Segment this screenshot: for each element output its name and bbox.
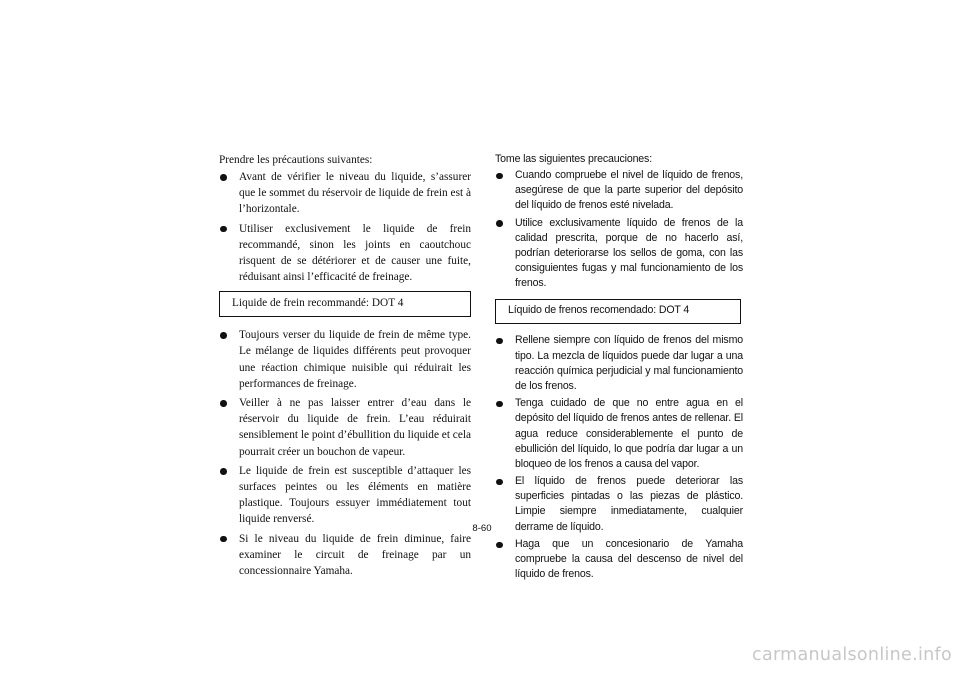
- bullet-dot-icon: [496, 542, 503, 549]
- bullet-dot-icon: [496, 479, 503, 486]
- bullet-dot-icon: [220, 332, 227, 339]
- spanish-bullet: [495, 396, 743, 471]
- bullet-dot-icon: [496, 338, 503, 345]
- french-bullet: [219, 395, 471, 459]
- french-intro: Prendre les précautions suivantes:: [219, 154, 373, 166]
- spanish-bullet: [495, 474, 743, 534]
- french-bullet-text: Toujours verser du liquide de frein de même type. Le mélange de liquides différents peut provoquer une réaction chimique nuisible qui réduirait les performances de freinage.: [239, 329, 471, 390]
- bullet-dot-icon: [496, 173, 503, 180]
- spanish-bullet-text: Rellene siempre con líquido de frenos del mismo tipo. La mezcla de líquidos puede dar lugar a una reacción química perjudicial y mal funcionamiento de los frenos.: [515, 334, 743, 392]
- spanish-bullet-text: Haga que un concesionario de Yamaha compruebe la causa del descenso de nivel del líquido de frenos.: [515, 538, 743, 581]
- french-recommended-fluid-box: [219, 291, 471, 317]
- bullet-dot-icon: [220, 174, 227, 181]
- spanish-bullet-text: Cuando compruebe el nivel de líquido de frenos, asegúrese de que la parte superior del depósito del líquido de frenos esté nivelada.: [515, 169, 743, 212]
- french-bullet: [219, 169, 471, 217]
- spanish-bullet: [495, 333, 743, 393]
- spanish-recommended-fluid-box: [495, 299, 741, 324]
- spanish-note-text: Líquido de frenos recomendado: DOT 4: [508, 304, 690, 317]
- french-note-text: Liquide de frein recommandé: DOT 4: [232, 297, 404, 310]
- spanish-bullet-text: Utilice exclusivamente líquido de frenos de la calidad prescrita, porque de no hacerlo así, podrían deteriorarse los sellos de goma, con las consiguientes fugas y mal funcionamiento de los frenos.: [515, 216, 743, 290]
- spanish-bullet: [495, 216, 743, 291]
- french-bullet: [219, 327, 471, 391]
- spanish-column: [495, 152, 743, 585]
- french-bullet: [219, 463, 471, 527]
- bullet-dot-icon: [496, 401, 503, 408]
- french-bullet: [219, 221, 471, 285]
- spanish-intro: Tome las siguientes precauciones:: [495, 153, 652, 165]
- french-bullet-text: Veiller à ne pas laisser entrer d’eau dans le réservoir du liquide de frein. L’eau réduirait sensiblement le point d’ébullition du liquide et cela pourrait créer un bouchon de vapeur.: [239, 397, 471, 458]
- spanish-bullet-text: El líquido de frenos puede deteriorar las superficies pintadas o las piezas de plástico. Limpie siempre inmediatamente, cualquier derrame de líquido.: [515, 475, 743, 533]
- spanish-bullet-text: Tenga cuidado de que no entre agua en el depósito del líquido de frenos antes de rellenar. El agua reduce considerablemente el punto de ebullición del líquido, lo que podría dar lugar a un bloqueo de los frenos a causa del vapor.: [515, 397, 743, 470]
- page-number: 8-60: [472, 523, 492, 534]
- bullet-dot-icon: [220, 468, 227, 475]
- french-bullet-text: Le liquide de frein est susceptible d’attaquer les surfaces peintes ou les éléments en matière plastique. Toujours essuyer immédiatement tout liquide renversé.: [239, 465, 471, 526]
- french-column: [219, 152, 471, 583]
- bullet-dot-icon: [220, 226, 227, 233]
- watermark: carmanualsonline.info: [752, 645, 952, 665]
- spanish-bullet: [495, 537, 743, 582]
- french-bullet-text: Utiliser exclusivement le liquide de frein recommandé, sinon les joints en caoutchouc risquent de se détériorer et de causer une fuite, réduisant ainsi l’efficacité de freinage.: [239, 222, 471, 284]
- bullet-dot-icon: [220, 536, 227, 543]
- bullet-dot-icon: [496, 220, 503, 227]
- spanish-bullet: [495, 168, 743, 213]
- french-bullet-text: Avant de vérifier le niveau du liquide, s’assurer que le sommet du réservoir de liquide de frein est à l’horizontale.: [239, 171, 471, 216]
- bullet-dot-icon: [220, 400, 227, 407]
- french-bullet-text: Si le niveau du liquide de frein diminue, faire examiner le circuit de freinage par un concessionnaire Yamaha.: [239, 532, 471, 578]
- french-bullet: [219, 531, 471, 579]
